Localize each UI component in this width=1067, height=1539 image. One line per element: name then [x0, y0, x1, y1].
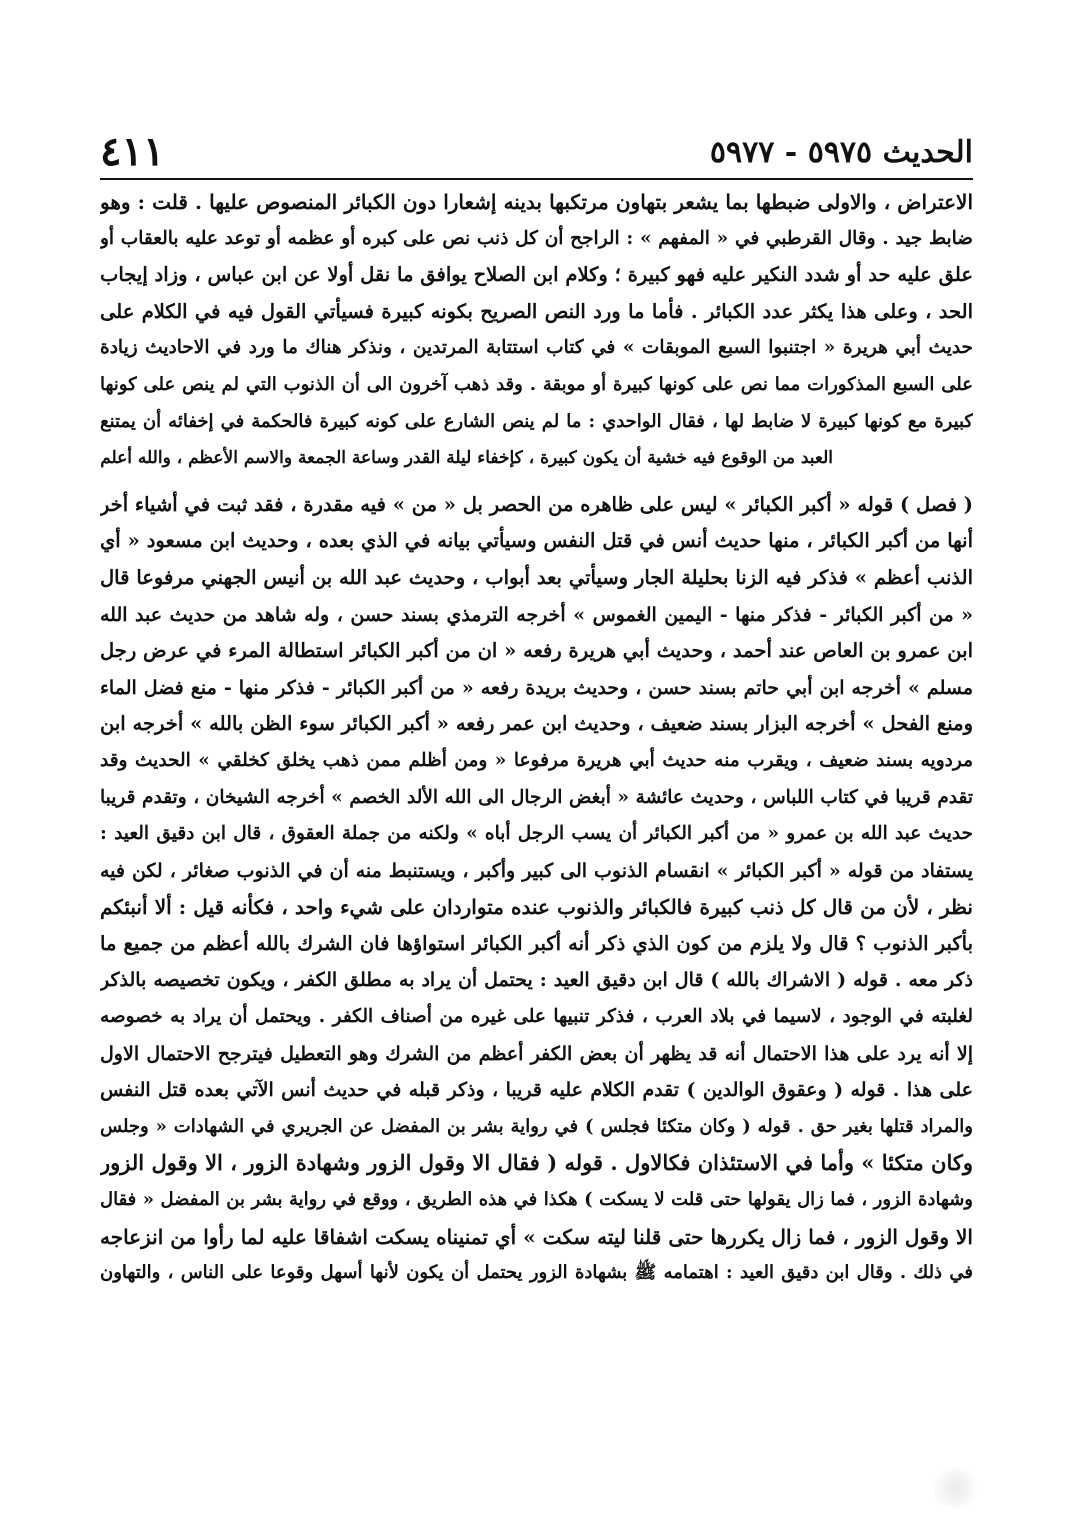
text-line: الا وقول الزور ، فما زال يكررها حتى قلنا ليته سكت » أي تمنيناه يسكت اشفاقا عليه لما رأوا من انزعاجه	[100, 1224, 973, 1249]
text-line: أنها من أكبر الكبائر ، منها حديث أنس في قتل النفس وسيأتي بيانه في الذي بعده ، وحديث ابن مسعود « أي	[100, 529, 973, 553]
text-line: وشهادة الزور ، فما زال يقولها حتى قلت لا يسكت ) هكذا في هذه الطريق ، ووقع في رواية بشر بن المفضل « فقال	[100, 1189, 973, 1211]
text-line: والمراد قتلها بغير حق . قوله ( وكان متكئا فجلس ) في رواية بشر بن المفضل عن الجريري في الشهادات « وجلس	[100, 1115, 973, 1137]
text-line: نظر ، لأن من قال كل ذنب كبيرة فالكبائر والذنوب عنده متواردان على شيء واحد ، فكأنه قيل : ألا أنبئكم	[100, 895, 973, 920]
text-line: ( فصل ) قوله « أكبر الكبائر » ليس على ظاهره من الحصر بل « من » فيه مقدرة ، فقد ثبت في أشياء أخر	[100, 492, 973, 516]
text-line: حديث عبد الله بن عمرو « من أكبر الكبائر أن يسب الرجل أباه » ولكنه من جملة العقوق ، قال ابن دقيق العيد :	[100, 823, 973, 845]
text-line: ومنع الفحل » أخرجه البزار بسند ضعيف ، وحديث ابن عمر رفعه « أكبر الكبائر سوء الظن بالله » أخرجه ابن	[100, 712, 973, 736]
text-line: تقدم قريبا في كتاب اللباس ، وحديث عائشة « أبغض الرجال الى الله الألد الخصم » أخرجه الشيخان ، وتقدم قريبا	[100, 786, 973, 808]
text-line: ضابط جيد . وقال القرطبي في « المفهم » : الراجح أن كل ذنب نص على كبره أو عظمه أو توعد عليه بالعقاب أو	[100, 227, 973, 249]
text-line: بأكبر الذنوب ؟ قال ولا يلزم من كون الذي ذكر أنه أكبر الكبائر استواؤها فان الشرك بالله أعظم من جميع ما	[100, 931, 973, 955]
text-line: الذنب أعظم » فذكر فيه الزنا بحليلة الجار وسيأتي بعد أبواب ، وحديث عبد الله بن أنيس الجهني مرفوعا قال	[100, 565, 973, 589]
text-line: حديث أبي هريرة « اجتنبوا السبع الموبقات » في كتاب استتابة المرتدين ، ونذكر هناك ما ورد في الاحاديث زيادة	[100, 337, 973, 359]
header-rule	[100, 178, 973, 180]
text-line: العبد من الوقوع فيه خشية أن يكون كبيرة ، كإخفاء ليلة القدر وساعة الجمعة والاسم الأعظم ، والله أعلم	[100, 448, 833, 469]
paragraph-gap	[100, 477, 973, 487]
text-line: الحد ، وعلى هذا يكثر عدد الكبائر . فأما ما ورد النص الصريح بكونه كبيرة فسيأتي القول فيه في الكلام على	[100, 299, 973, 323]
page-body	[100, 184, 973, 1292]
running-head: الحديث ٥٩٧٥ - ٥٩٧٧	[709, 135, 973, 170]
text-line: يستفاد من قوله « أكبر الكبائر » انقسام الذنوب الى كبير وأكبر ، ويستنبط منه أن في الذنوب صغائر ، لكن فيه	[100, 859, 973, 882]
text-line: ابن عمرو بن العاص عند أحمد ، وحديث أبي هريرة رفعه « ان من أكبر الكبائر استطالة المرء في عرض رجل	[100, 639, 973, 663]
text-line: كبيرة مع كونها كبيرة لا ضابط لها ، فقال الواحدي : ما لم ينص الشارع على كونه كبيرة فالحكمة في إخفائه أن يمتنع	[100, 410, 973, 432]
text-line: مسلم » أخرجه ابن أبي حاتم بسند حسن ، وحديث بريدة رفعه « من أكبر الكبائر - فذكر منها - منع فضل الماء	[100, 676, 973, 699]
text-line: علق عليه حد أو شدد النكير عليه فهو كبيرة ؛ وكلام ابن الصلاح يوافق ما نقل أولا عن ابن عباس ، وزاد إيجاب	[100, 263, 973, 287]
paper-stain	[930, 1468, 980, 1508]
page-header	[100, 128, 973, 176]
text-line: على هذا . قوله ( وعقوق الوالدين ) تقدم الكلام عليه قريبا ، وذكر قبله في حديث أنس الآتي بعده قتل النفس	[100, 1079, 973, 1102]
text-line: « من أكبر الكبائر - فذكر منها - اليمين الغموس » أخرجه الترمذي بسند حسن ، وله شاهد من حديث عبد الله	[100, 603, 973, 626]
text-line: في ذلك . وقال ابن دقيق العيد : اهتمامه ﷺ بشهادة الزور يحتمل أن يكون لأنها أسهل وقوعا على الناس ، والتهاون	[100, 1262, 973, 1284]
text-line: وكان متكئا » وأما في الاستئذان فكالاول . قوله ( فقال الا وقول الزور وشهادة الزور ، الا وقول الزور	[100, 1150, 973, 1176]
text-line: الاعتراض ، والاولى ضبطها بما يشعر بتهاون مرتكبها بدينه إشعارا دون الكبائر المنصوص عليها . قلت : وهو	[100, 190, 973, 214]
text-line: مردويه بسند ضعيف ، ويقرب منه حديث أبي هريرة مرفوعا « ومن أظلم ممن ذهب يخلق كخلقي » الحديث وقد	[100, 749, 973, 771]
page-number: ٤١١	[100, 128, 165, 175]
paragraph-2	[100, 487, 973, 1292]
text-line: ذكر معه . قوله ( الاشراك بالله ) قال ابن دقيق العيد : يحتمل أن يراد به مطلق الكفر ، ويكون تخصيصه بالذكر	[100, 969, 973, 992]
paragraph-1	[100, 184, 973, 477]
text-line: على السبع المذكورات مما نص على كونها كبيرة أو موبقة . وقد ذهب آخرون الى أن الذنوب التي لم ينص على كونها	[100, 373, 973, 395]
text-line: لغلبته في الوجود ، لاسيما في بلاد العرب ، فذكر تنبيها على غيره من أصناف الكفر . ويحتمل أن يراد به خصوصه	[100, 1006, 973, 1028]
text-line: إلا أنه يرد على هذا الاحتمال أنه قد يظهر أن بعض الكفر أعظم من الشرك وهو التعطيل فيترجح الاحتمال الاول	[100, 1042, 973, 1065]
